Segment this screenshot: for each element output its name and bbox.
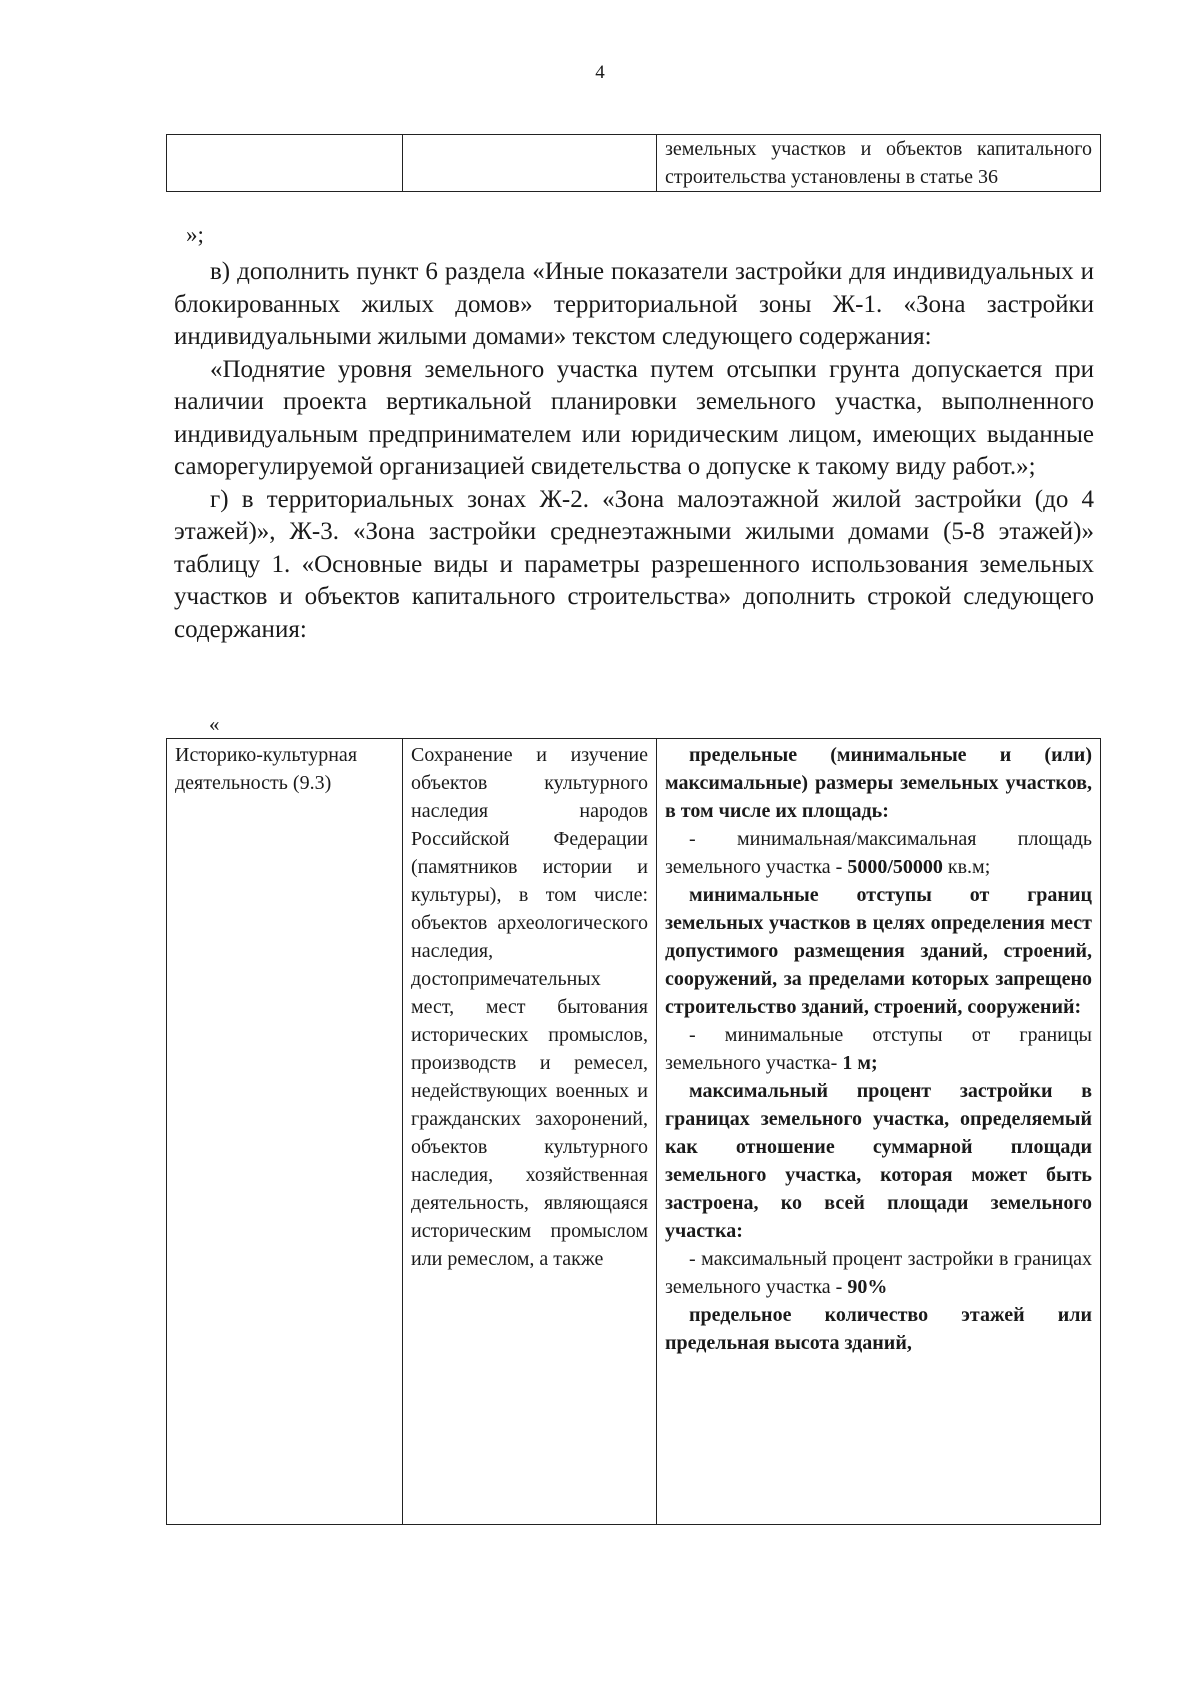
- closing-quote: »;: [186, 222, 204, 247]
- parameters-cell: [657, 739, 1101, 1525]
- land-use-description-cell: [403, 739, 657, 1525]
- parameters: [665, 741, 1092, 1357]
- paragraph-v: в) дополнить пункт 6 раздела «Иные показатели застройки для индивидуальных и блокированных жилых домов» территориальной зоны Ж-1. «Зона застройки индивидуальными жилыми домами» текстом следующего содержания:: [174, 258, 1094, 350]
- table-continuation: [166, 134, 1101, 192]
- opening-quote: «: [209, 712, 220, 736]
- parameter-heading-floors: предельное количество этажей или предельная высота зданий,: [665, 1304, 1092, 1354]
- table-cell-empty-1: [167, 135, 403, 192]
- paragraph-quote: «Поднятие уровня земельного участка путем отсыпки грунта допускается при наличии проекта вертикальной планировки земельного участка, выполненного индивидуальным предпринимателем или юридическим лицом, имеющих выданные саморегулируемой организацией свидетельства о допуске к такому виду работ.»;: [174, 355, 1094, 480]
- parameter-heading-coverage: максимальный процент застройки в границах земельного участка, определяемый как отношение суммарной площади земельного участка, которая может быть застроена, ко всей площади земельного участка:: [665, 1080, 1092, 1242]
- table-row: [167, 135, 1101, 192]
- table-cell-empty-2: [403, 135, 657, 192]
- paragraph-g: г) в территориальных зонах Ж-2. «Зона малоэтажной жилой застройки (до 4 этажей)», Ж-3. «Зона застройки среднеэтажными жилыми домами (5-8 этажей)» таблицу 1. «Основные виды и параметры разрешенного использования земельных участков и объектов капитального строительства» дополнить строкой следующего содержания:: [174, 485, 1094, 643]
- parameter-heading-setbacks: минимальные отступы от границ земельных участков в целях определения мест допустимого размещения зданий, строений, сооружений, за пределами которых запрещено строительство зданий, строений, сооружений:: [665, 884, 1092, 1018]
- land-use-type: Историко-культурная деятельность (9.3): [175, 744, 358, 794]
- restrictions-text: земельных участков и объектов капитального строительства установлены в статье 36: [665, 138, 1092, 188]
- page-number: 4: [595, 62, 605, 83]
- parameter-item-setback: - минимальные отступы от границы земельного участка- 1 м;: [665, 1024, 1092, 1074]
- table-cell-restrictions: [657, 135, 1101, 192]
- land-use-description: Сохранение и изучение объектов культурного наследия народов Российской Федерации (памятников истории и культуры), в том числе: объектов археологического наследия, достопримечательных мест, мест бытования исторических промыслов, производств и ремесел, недействующих военных и гражданских захоронений, объектов культурного наследия, хозяйственная деятельность, являющаяся историческим промыслом или ремеслом, а также: [411, 744, 648, 1270]
- land-use-type-cell: [167, 739, 403, 1525]
- zoning-table: [166, 738, 1101, 1525]
- parameter-heading-sizes: предельные (минимальные и (или) максимальные) размеры земельных участков, в том числе их площадь:: [665, 744, 1092, 822]
- body-text: [174, 256, 1094, 646]
- table-row: [167, 739, 1101, 1525]
- parameter-item-coverage: - максимальный процент застройки в границах земельного участка - 90%: [665, 1248, 1092, 1298]
- parameter-item-area: - минимальная/максимальная площадь земельного участка - 5000/50000 кв.м;: [665, 828, 1092, 878]
